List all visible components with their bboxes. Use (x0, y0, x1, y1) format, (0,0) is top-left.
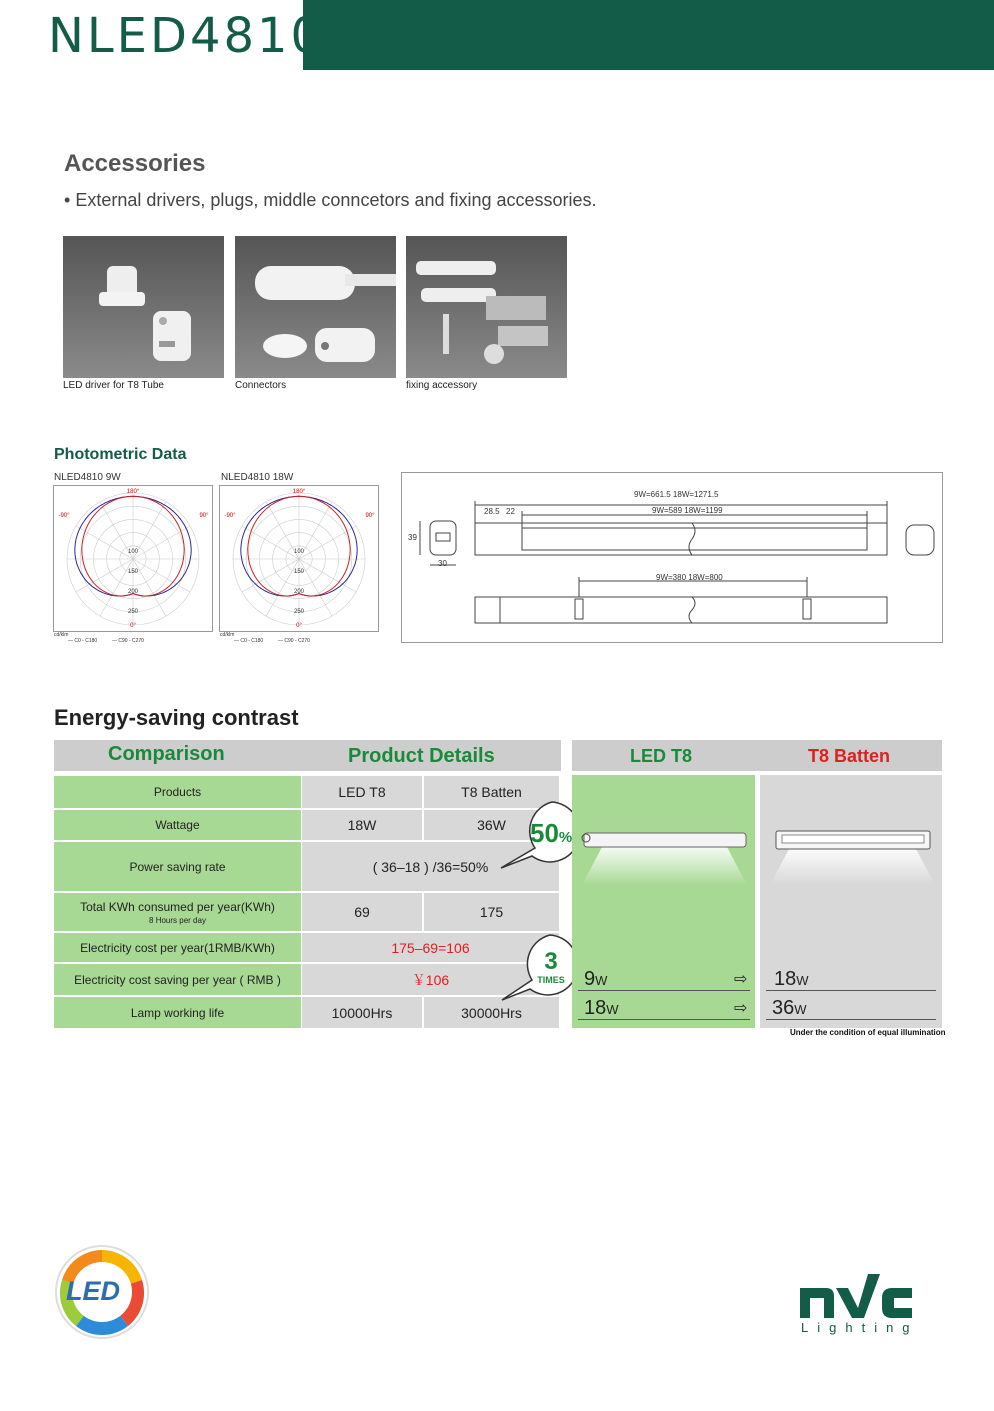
angle-label-bottom: 0° (130, 623, 136, 629)
nvc-logo-text: Lighting (801, 1320, 919, 1335)
angle-label-right: 90° (365, 513, 375, 519)
cell-kwh-led: 69 (302, 893, 422, 931)
dim-total-length: 9W=661.5 18W=1271.5 (634, 490, 719, 499)
badge-times-unit: TIMES (537, 975, 565, 985)
row-label-products: Products (54, 776, 301, 808)
legend-c0-text: C0 - C180 (74, 638, 98, 644)
led-logo-text: LED (66, 1276, 120, 1306)
accessories-heading: Accessories (64, 150, 206, 177)
arrow-right-icon: ⇨ (734, 971, 748, 988)
equiv-batten-18w-unit: W (796, 973, 809, 988)
kwh-sublabel: 8 Hours per day (149, 915, 206, 925)
photo-caption-driver: LED driver for T8 Tube (63, 380, 164, 391)
header-t8-batten: T8 Batten (808, 746, 891, 766)
arrow-right-icon: ⇨ (734, 1000, 748, 1017)
dim-mount-length: 9W=380 18W=800 (656, 573, 723, 582)
header-comparison: Comparison (108, 743, 225, 765)
legend-c90-text: C90 - C270 (118, 638, 144, 644)
equiv-led-18w-num: 18 (584, 997, 607, 1019)
equiv-batten-18w-num: 18 (774, 968, 797, 990)
polar-diagram-18w (220, 486, 378, 631)
equiv-led-9w (584, 968, 607, 991)
ring-value-label: 150 (127, 569, 139, 575)
ring-value-label: 200 (127, 589, 139, 595)
badge-50-num: 50 (530, 818, 559, 848)
led-tube-illustration (572, 775, 755, 895)
cell-wattage-batten: 36W (424, 810, 559, 840)
polar-chart-9w (53, 485, 213, 632)
cell-cost: 175–69=106 (302, 933, 559, 962)
fixing-accessory-photo (406, 236, 567, 378)
batten-illustration (760, 775, 942, 895)
angle-label-left: -90° (224, 513, 236, 519)
connectors-photo (235, 236, 396, 378)
dim-end-b: 22 (506, 507, 515, 516)
photo-caption-fixing: fixing accessory (406, 380, 478, 391)
badge-3-num: 3 (544, 948, 558, 975)
row-label-cost: Electricity cost per year(1RMB/KWh) (54, 933, 301, 962)
polar-legend-c0-9w: — C0 - C180 (68, 638, 98, 644)
badge-50-unit: % (558, 829, 573, 846)
ring-value-label: 250 (127, 609, 139, 615)
kwh-label-text: Total KWh consumed per year(KWh) (80, 899, 275, 914)
polar-label-9w: NLED4810 9W (54, 472, 121, 483)
angle-label-bottom: 0° (296, 623, 302, 629)
row-label-wattage: Wattage (54, 810, 301, 840)
equiv-batten-36w-unit: W (794, 1002, 807, 1017)
dim-width: 30 (438, 559, 447, 568)
cell-products-led: LED T8 (302, 776, 422, 808)
polar-unit-9w: cd/klm (54, 632, 69, 638)
legend-c0-text: C0 - C180 (240, 638, 264, 644)
dim-inner-length: 9W=589 18W=1199 (652, 506, 723, 515)
ring-value-label: 200 (293, 589, 305, 595)
row-label-saving-rate: Power saving rate (54, 842, 301, 891)
polar-legend-c0-18w: — C0 - C180 (234, 638, 264, 644)
angle-label-top: 180° (126, 489, 140, 495)
photo-caption-connectors: Connectors (235, 380, 287, 391)
equiv-led-18w-unit: W (606, 1002, 619, 1017)
divider-line (578, 990, 750, 991)
ring-value-label: 100 (127, 549, 139, 555)
ring-value-label: 250 (293, 609, 305, 615)
ring-value-label: 100 (293, 549, 305, 555)
equiv-batten-18w (774, 968, 809, 991)
cell-saving-rate: ( 36–18 ) /36=50% (302, 842, 559, 891)
cell-kwh-batten: 175 (424, 893, 559, 931)
angle-label-top: 180° (292, 489, 306, 495)
header-bar (303, 0, 994, 70)
header-led-t8: LED T8 (630, 746, 693, 766)
equiv-led-18w (584, 997, 619, 1020)
polar-legend-c90-18w: — C90 - C270 (278, 638, 310, 644)
nvc-logo (800, 1274, 914, 1320)
polar-legend-c90-9w: — C90 - C270 (112, 638, 144, 644)
polar-label-18w: NLED4810 18W (221, 472, 294, 483)
cell-life-batten: 30000Hrs (424, 997, 559, 1028)
led-driver-photo (63, 236, 224, 378)
cell-wattage-led: 18W (302, 810, 422, 840)
accessories-bullet-text: External drivers, plugs, middle conncetors and fixing accessories. (75, 190, 597, 210)
row-label-life: Lamp working life (54, 997, 301, 1028)
header-product-details: Product Details (348, 745, 495, 767)
cell-products-batten: T8 Batten (424, 776, 559, 808)
angle-label-right: 90° (199, 513, 209, 519)
equiv-batten-36w-num: 36 (772, 997, 795, 1019)
dim-end-a: 28.5 (484, 507, 500, 516)
dimension-drawing (401, 472, 943, 643)
divider-line (578, 1019, 750, 1020)
polar-diagram-9w (54, 486, 212, 631)
ring-value-label: 150 (293, 569, 305, 575)
dim-height: 39 (408, 533, 417, 542)
fixing-accessory-image (406, 236, 567, 378)
photometric-heading: Photometric Data (54, 446, 187, 463)
cell-life-led: 10000Hrs (302, 997, 422, 1028)
divider-line (766, 1019, 936, 1020)
polar-chart-18w (219, 485, 379, 632)
cell-cost-saving: ￥106 (302, 964, 559, 995)
energy-heading: Energy-saving contrast (54, 705, 299, 730)
row-label-cost-saving: Electricity cost saving per year ( RMB ) (54, 964, 301, 995)
illumination-note: Under the condition of equal illumination (790, 1028, 946, 1037)
legend-c90-text: C90 - C270 (284, 638, 310, 644)
badge-50 (530, 818, 572, 849)
connectors-image (235, 236, 396, 378)
equiv-batten-36w (772, 997, 807, 1020)
equiv-led-9w-num: 9 (584, 968, 596, 990)
row-label-kwh (54, 893, 301, 931)
polar-unit-18w: cd/klm (220, 632, 235, 638)
equiv-led-9w-unit: W (595, 973, 608, 988)
accessories-bullet: • External drivers, plugs, middle conncetors and fixing accessories. (64, 190, 597, 210)
angle-label-left: -90° (58, 513, 70, 519)
driver-plug-image (63, 236, 224, 378)
divider-line (766, 990, 936, 991)
page-title: NLED4810 (48, 8, 325, 64)
